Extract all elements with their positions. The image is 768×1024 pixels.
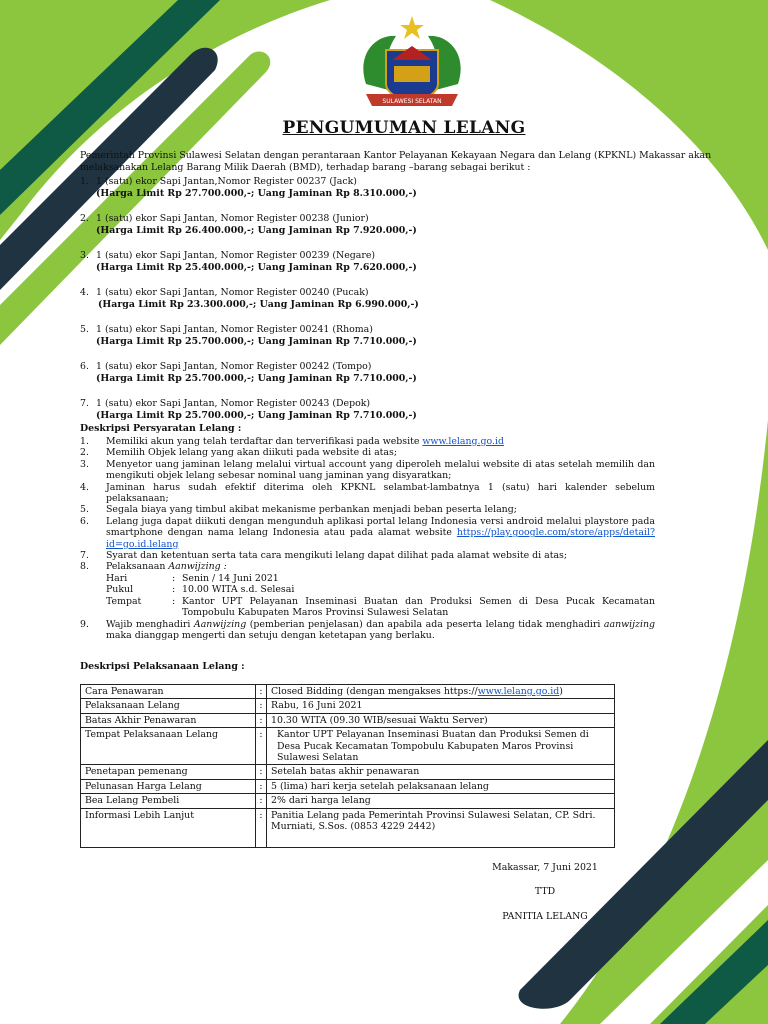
row-label: Pelaksanaan Lelang [81,699,256,713]
aanwijzing-day-label: Hari [106,572,128,584]
row-value: Rabu, 16 Juni 2021 [267,699,615,713]
row-value [267,685,615,699]
signature-committee: PANITIA LELANG [502,911,588,922]
aanwijzing-day-row [106,573,655,584]
item-number: 1. [80,176,89,187]
requirement-number: 1. [80,436,89,447]
requirement-text: Segala biaya yang timbul akibat mekanisme perbankan menjadi beban peserta lelang; [106,504,517,516]
requirement-number: 6. [80,515,89,527]
table-row [81,765,615,779]
aanwijzing-place-label: Tempat [106,595,142,607]
row-label: Tempat Pelaksanaan Lelang [81,728,256,765]
requirement-item [80,482,655,505]
colon: : [256,779,267,793]
row-value-text: Closed Bidding (dengan mengakses https:// [271,686,478,697]
item-number: 7. [80,398,89,409]
item-description: 1 (satu) ekor Sapi Jantan, Nomor Register 00240 (Pucak) [96,287,369,298]
requirement-text-part: maka dianggap mengerti dan setuju dengan ketetapan yang berlaku. [106,629,435,641]
item-price: (Harga Limit Rp 25.700.000,-; Uang Jaminan Rp 7.710.000,-) [96,336,417,347]
colon: : [256,794,267,808]
table-row [81,794,615,808]
requirement-text-part: Lelang juga dapat diikuti dengan mengunduh aplikasi portal lelang Indonesia versi android melalui playstore pada smartphone dengan nama lelang Indonesia atau pada alamat website [106,515,655,539]
province-emblem-logo [356,14,468,114]
row-label: Bea Lelang Pembeli [81,794,256,808]
aanwijzing-place-value: Kantor UPT Pelayanan Inseminasi Buatan dan Produksi Semen di Desa Pucak Kecamatan Tompobulu Kabupaten Maros Provinsi Sulawesi Selatan [182,595,655,619]
item-number: 5. [80,324,89,335]
requirement-text [106,561,655,618]
emblem-ribbon-text: SULAWESI SELATAN [382,98,442,105]
emblem-fort [394,66,430,82]
table-row [81,808,615,847]
execution-table [80,684,615,848]
row-value: Setelah batas akhir penawaran [267,765,615,779]
table-row [81,728,615,765]
colon: : [256,808,267,847]
aanwijzing-time-value: 10.00 WITA s.d. Selesai [182,584,295,596]
requirement-number: 9. [80,618,89,630]
announcement-title: PENGUMUMAN LELANG [282,118,526,138]
row-label: Cara Penawaran [81,685,256,699]
requirement-text: Syarat dan ketentuan serta tata cara mengikuti lelang dapat dilihat pada alamat website di atas; [106,550,568,562]
requirement-number: 5. [80,504,89,516]
colon: : [172,572,176,584]
item-price: (Harga Limit Rp 23.300.000,-; Uang Jaminan Rp 6.990.000,-) [98,299,419,310]
item-price: (Harga Limit Rp 26.400.000,-; Uang Jaminan Rp 7.920.000,-) [96,225,417,236]
item-price: (Harga Limit Rp 25.700.000,-; Uang Jaminan Rp 7.710.000,-) [96,410,417,421]
requirement-text: Menyetor uang jaminan lelang melalui virtual account yang diperoleh melalui website di atas setelah memilih dan mengikuti objek lelang sebesar nominal uang jaminan yang disyaratkan; [106,458,655,482]
requirement-text-part: Wajib menghadiri [106,618,194,630]
requirement-item [80,459,655,482]
signature-ttd: TTD [534,886,556,897]
colon: : [256,765,267,779]
table-row [81,699,615,713]
item-description: 1 (satu) ekor Sapi Jantan,Nomor Register 00237 (Jack) [96,176,357,187]
table-row [81,779,615,793]
lelang-website-link[interactable]: www.lelang.go.id [422,436,504,447]
item-price: (Harga Limit Rp 25.400.000,-; Uang Jaminan Rp 7.620.000,-) [96,262,417,273]
colon: : [256,713,267,727]
item-description: 1 (satu) ekor Sapi Jantan, Nomor Register 00238 (Junior) [96,213,369,224]
item-price: (Harga Limit Rp 27.700.000,-; Uang Jaminan Rp 8.310.000,-) [96,188,417,199]
lelang-website-link[interactable]: www.lelang.go.id [477,686,560,697]
row-label: Batas Akhir Penawaran [81,713,256,727]
table-row [81,713,615,727]
execution-heading: Deskripsi Pelaksanaan Lelang : [80,661,245,672]
item-description: 1 (satu) ekor Sapi Jantan, Nomor Register 00242 (Tompo) [96,361,372,372]
requirement-number: 2. [80,447,89,459]
aanwijzing-term: aanwijzing [603,618,656,630]
requirement-number: 4. [80,481,89,493]
item-number: 3. [80,250,89,261]
requirement-number: 3. [80,458,89,470]
row-value-text: ) [559,686,563,697]
aanwijzing-heading-text: Pelaksanaan [106,561,169,573]
aanwijzing-time-label: Pukul [106,584,134,596]
emblem-star [400,16,424,39]
requirement-item [80,561,655,618]
requirements-heading: Deskripsi Persyaratan Lelang : [80,423,242,434]
requirement-item [80,436,655,447]
colon: : [172,595,176,607]
aanwijzing-place-row [106,596,655,619]
aanwijzing-term: Aanwijzing [193,618,247,630]
signature-place-date: Makassar, 7 Juni 2021 [492,862,598,873]
item-price: (Harga Limit Rp 25.700.000,-; Uang Jaminan Rp 7.710.000,-) [96,373,417,384]
colon: : [256,728,267,765]
row-value: 2% dari harga lelang [267,794,615,808]
item-number: 2. [80,213,89,224]
row-label: Penetapan pemenang [81,765,256,779]
requirement-text [106,516,655,550]
playstore-link[interactable]: https://play.google.com/store/apps/detail?id=go.id.lelang [106,527,655,550]
requirement-number: 7. [80,550,89,562]
intro-paragraph: Pemerintah Provinsi Sulawesi Selatan dengan perantaraan Kantor Pelayanan Kekayaan Negara dan Lelang (KPKNL) Makassar akan melaksanakan Lelang Barang Milik Daerah (BMD), terhadap barang –barang sebagai berikut : [80,150,712,173]
aanwijzing-term: Aanwijzing : [168,561,227,573]
requirement-text [106,619,655,642]
requirements-list [80,436,655,641]
colon: : [256,699,267,713]
row-label: Informasi Lebih Lanjut [81,808,256,847]
requirement-item [80,504,655,515]
item-description: 1 (satu) ekor Sapi Jantan, Nomor Register 00243 (Depok) [96,398,371,409]
row-value: 5 (lima) hari kerja setelah pelaksanaan lelang [267,779,615,793]
requirement-item [80,550,655,561]
requirement-text [106,436,655,447]
colon: : [256,685,267,699]
requirement-item [80,619,655,642]
row-value: Kantor UPT Pelayanan Inseminasi Buatan dan Produksi Semen di Desa Pucak Kecamatan Tompobulu Kabupaten Maros Provinsi Sulawesi Selatan [267,728,615,765]
requirement-item [80,516,655,550]
row-value: 10.30 WITA (09.30 WIB/sesuai Waktu Server) [267,713,615,727]
item-number: 4. [80,287,89,298]
row-label: Pelunasan Harga Lelang [81,779,256,793]
item-number: 6. [80,361,89,372]
item-description: 1 (satu) ekor Sapi Jantan, Nomor Register 00239 (Negare) [96,250,376,261]
aanwijzing-day-value: Senin / 14 Juni 2021 [182,572,279,584]
requirement-text: Memilih Objek lelang yang akan diikuti pada website di atas; [106,447,397,459]
requirement-text-part: (pemberian penjelasan) dan apabila ada peserta lelang tidak menghadiri [246,618,604,630]
item-description: 1 (satu) ekor Sapi Jantan, Nomor Register 00241 (Rhoma) [96,324,373,335]
requirement-text: Jaminan harus sudah efektif diterima oleh KPKNL selambat-lambatnya 1 (satu) hari kalender sebelum pelaksanaan; [106,481,655,505]
table-row [81,685,615,699]
aanwijzing-heading [106,561,655,572]
colon: : [172,584,176,596]
row-value: Panitia Lelang pada Pemerintah Provinsi Sulawesi Selatan, CP. Sdri. Murniati, S.Sos. (0853 4229 2442) [267,808,615,847]
requirement-number: 8. [80,561,89,573]
requirement-text-part: Memiliki akun yang telah terdaftar dan terverifikasi pada website [106,436,423,447]
aanwijzing-time-row [106,584,655,595]
requirement-item [80,447,655,458]
